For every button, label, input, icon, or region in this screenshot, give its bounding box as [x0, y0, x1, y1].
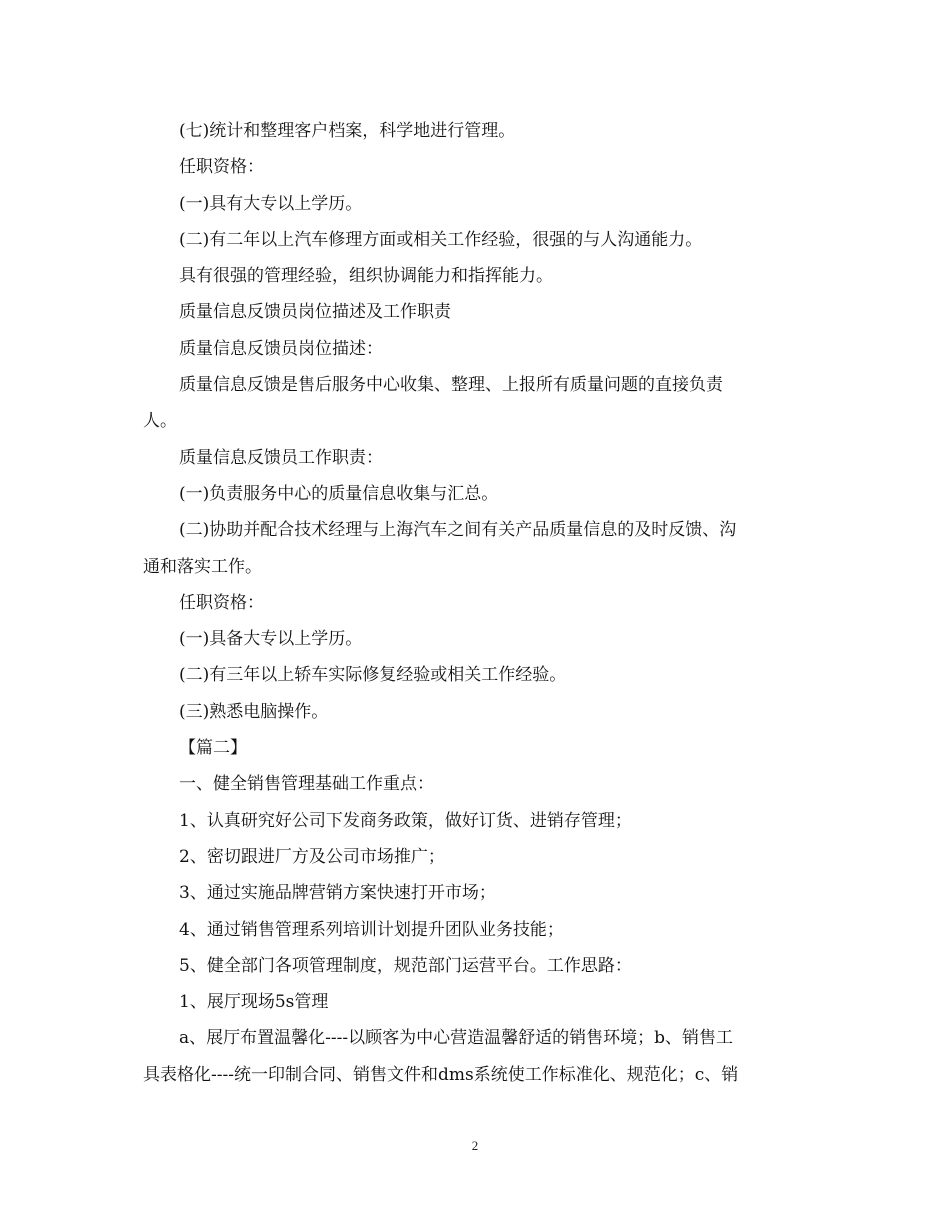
list-item: 2、密切跟进厂方及公司市场推广；: [179, 846, 445, 867]
page-number: 2: [471, 1138, 479, 1153]
section-heading: 一、健全销售管理基础工作重点：: [179, 774, 434, 795]
paragraph-line: (一)具有大专以上学历。: [179, 193, 363, 214]
list-item: 4、通过销售管理系列培训计划提升团队业务技能；: [179, 919, 564, 940]
list-item: 3、通过实施品牌营销方案快速打开市场；: [179, 883, 496, 904]
paragraph-line: (二)协助并配合技术经理与上海汽车之间有关产品质量信息的及时反馈、沟: [179, 520, 737, 541]
paragraph-line-continued: 具表格化----统一印制合同、销售文件和dms系统使工作标准化、规范化；c、销: [143, 1064, 739, 1085]
list-item: 5、健全部门各项管理制度，规范部门运营平台。工作思路：: [179, 955, 632, 976]
section-heading: 任职资格：: [179, 592, 264, 613]
section-heading: 任职资格：: [179, 157, 264, 178]
paragraph-line: (一)具备大专以上学历。: [179, 629, 363, 650]
paragraph-line: 具有很强的管理经验，组织协调能力和指挥能力。: [179, 266, 553, 287]
paragraph-line-continued: 人。: [143, 411, 177, 432]
section-heading: 质量信息反馈员岗位描述：: [179, 338, 383, 359]
paragraph-line-continued: 通和落实工作。: [143, 556, 262, 577]
section-heading: 质量信息反馈员岗位描述及工作职责: [179, 302, 451, 323]
paragraph-line: (一)负责服务中心的质量信息收集与汇总。: [179, 483, 499, 504]
paragraph-line: (二)有二年以上汽车修理方面或相关工作经验，很强的与人沟通能力。: [179, 229, 703, 250]
paragraph-line: a、展厅布置温馨化----以顾客为中心营造温馨舒适的销售环境；b、销售工: [179, 1028, 733, 1049]
section-heading: 【篇二】: [179, 738, 247, 759]
paragraph-line: (二)有三年以上轿车实际修复经验或相关工作经验。: [179, 665, 567, 686]
list-item: 1、认真研究好公司下发商务政策，做好订货、进销存管理；: [179, 810, 632, 831]
document-body: [143, 113, 807, 1093]
section-heading: 质量信息反馈员工作职责：: [179, 447, 383, 468]
paragraph-line: (三)熟悉电脑操作。: [179, 701, 329, 722]
paragraph-line: (七)统计和整理客户档案，科学地进行管理。: [179, 121, 516, 141]
list-item: 1、展厅现场5s管理: [179, 992, 329, 1013]
paragraph-line: 质量信息反馈是售后服务中心收集、整理、上报所有质量问题的直接负责: [179, 375, 723, 396]
